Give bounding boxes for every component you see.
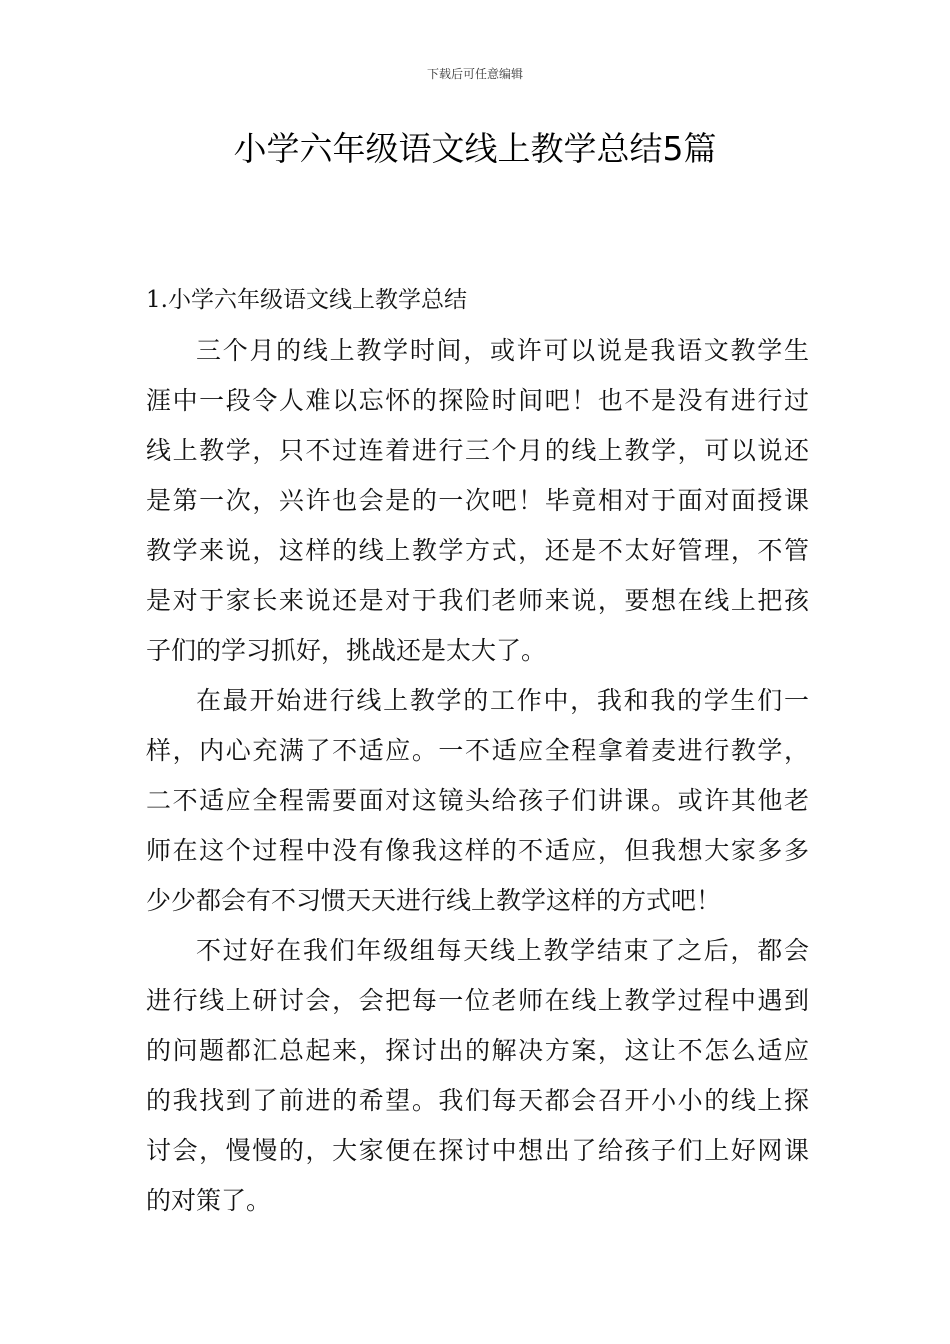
text-line: 在最开始进行线上教学的工作中，我和我的学生们一: [196, 686, 809, 715]
page-header-note: 下载后可任意编辑: [426, 67, 523, 81]
text-line: 是对于家长来说还是对于我们老师来说，要想在线上把孩: [146, 586, 809, 615]
text-line: 线上教学，只不过连着进行三个月的线上教学，可以说还: [146, 436, 809, 465]
text-line: 教学来说，这样的线上教学方式，还是不太好管理，不管: [146, 536, 809, 565]
text-line: 师在这个过程中没有像我这样的不适应，但我想大家多多: [146, 836, 809, 865]
section-heading: 1.小学六年级语文线上教学总结: [146, 287, 467, 313]
paragraph-1: [146, 326, 809, 676]
text-line: 样，内心充满了不适应。一不适应全程拿着麦进行教学，: [146, 736, 809, 765]
text-line: 二不适应全程需要面对这镜头给孩子们讲课。或许其他老: [146, 786, 809, 815]
paragraph-3: [146, 926, 809, 1226]
paragraph-2: [146, 676, 809, 926]
text-line: 子们的学习抓好，挑战还是太大了。: [146, 636, 547, 665]
text-line: 的我找到了前进的希望。我们每天都会召开小小的线上探: [146, 1086, 809, 1115]
text-line: 的问题都汇总起来，探讨出的解决方案，这让不怎么适应: [146, 1036, 809, 1065]
text-line: 进行线上研讨会，会把每一位老师在线上教学过程中遇到: [146, 986, 809, 1015]
text-line: 三个月的线上教学时间，或许可以说是我语文教学生: [196, 336, 809, 365]
document-title: 小学六年级语文线上教学总结5篇: [233, 129, 717, 168]
text-line: 不过好在我们年级组每天线上教学结束了之后，都会: [196, 936, 809, 965]
text-line: 涯中一段令人难以忘怀的探险时间吧！也不是没有进行过: [146, 386, 809, 415]
text-line: 的对策了。: [146, 1186, 272, 1215]
text-line: 是第一次，兴许也会是的一次吧！毕竟相对于面对面授课: [146, 486, 809, 515]
body-text: [146, 326, 809, 1226]
text-line: 少少都会有不习惯天天进行线上教学这样的方式吧！: [146, 886, 722, 915]
text-line: 讨会，慢慢的，大家便在探讨中想出了给孩子们上好网课: [146, 1136, 809, 1165]
